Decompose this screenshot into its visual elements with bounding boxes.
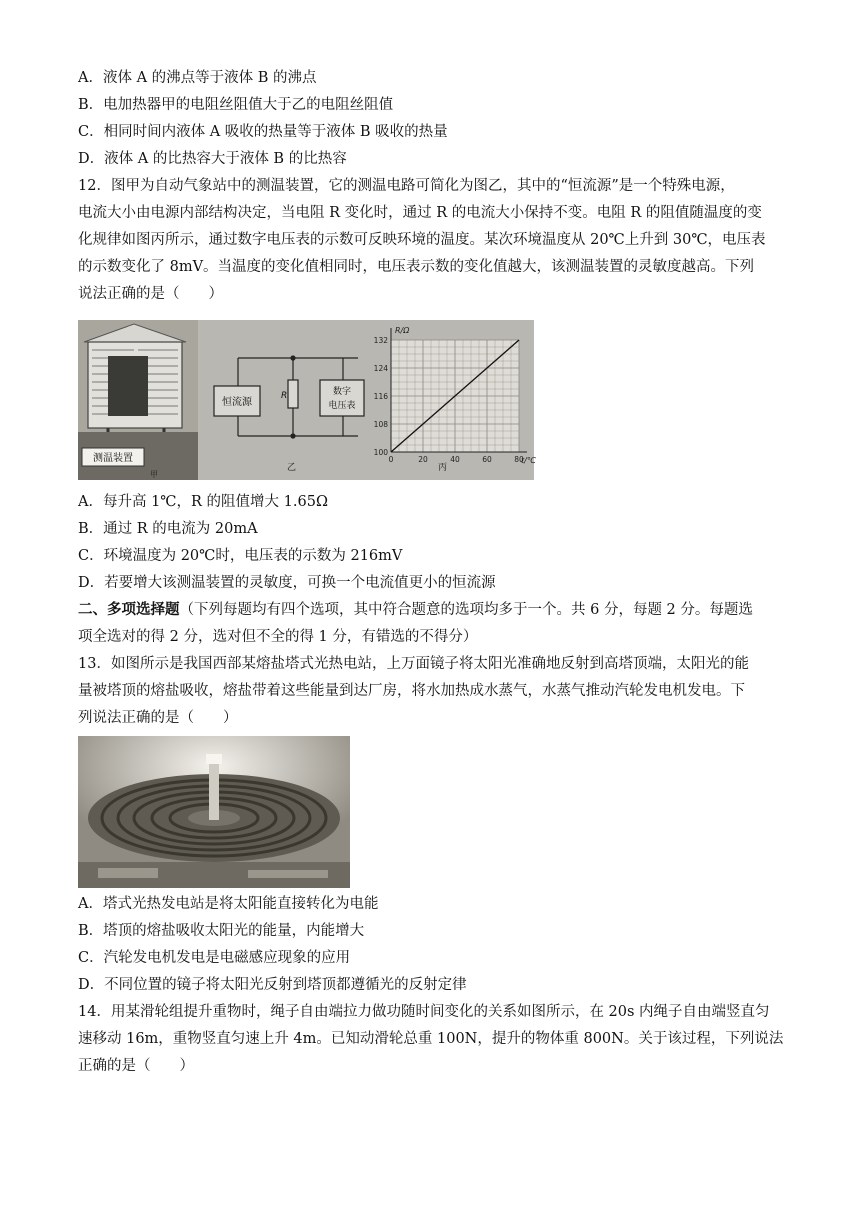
q13-option-d: D．不同位置的镜子将太阳光反射到塔顶都遵循光的反射定律 <box>78 977 467 993</box>
section-2-desc-line-2: 项全选对的得 2 分，选对但不全的得 1 分，有错选的不得分） <box>78 629 478 645</box>
q13-option-b: B．塔顶的熔盐吸收太阳光的能量，内能增大 <box>78 923 365 939</box>
section-2-header <box>78 600 753 620</box>
q12-stem-line-4: 的示数变化了 8mV。当温度的变化值相同时，电压表示数的变化值越大，该测温装置的灵敏度越高。下列 <box>78 259 755 275</box>
section-2-title: 二、多项选择题 <box>78 601 180 618</box>
chart-x-tick-label: 20 <box>418 455 428 464</box>
q13-stem-line-1: 13．如图所示是我国西部某熔盐塔式光热电站，上万面镜子将太阳光准确地反射到高塔顶端，太阳光的能 <box>78 656 749 672</box>
resistor-label: R <box>281 391 288 401</box>
q12-option-b: B．通过 R 的电流为 20mA <box>78 521 258 537</box>
q11-option-a: A．液体 A 的沸点等于液体 B 的沸点 <box>78 70 317 86</box>
q12-option-c: C．环境温度为 20℃时，电压表的示数为 216mV <box>78 548 403 564</box>
q13-stem-line-2: 量被塔顶的熔盐吸收，熔盐带着这些能量到达厂房，将水加热成水蒸气，水蒸气推动汽轮发电机发电。下 <box>78 683 745 699</box>
chart-y-tick-label: 108 <box>373 420 388 429</box>
q12-figure-svg <box>78 320 534 480</box>
q11-option-b: B．电加热器甲的电阻丝阻值大于乙的电阻丝阻值 <box>78 97 394 113</box>
current-source-label: 恒流源 <box>222 397 252 408</box>
q13-option-a: A．塔式光热发电站是将太阳能直接转化为电能 <box>78 896 379 912</box>
chart-x-tick-label: 60 <box>482 455 492 464</box>
resistor-r <box>288 380 298 408</box>
q12-option-d: D．若要增大该测温装置的灵敏度，可换一个电流值更小的恒流源 <box>78 575 496 591</box>
q14-stem-line-3: 正确的是（ ） <box>78 1058 194 1074</box>
label-yi: 乙 <box>287 463 297 473</box>
weather-station-photo <box>78 320 198 480</box>
q14-stem-line-2: 速移动 16m，重物竖直匀速上升 4m。已知动滑轮总重 100N，提升的物体重 800N。关于该过程，下列说法 <box>78 1031 784 1047</box>
chart-x-tick-label: 0 <box>388 455 394 464</box>
resistance-temperature-chart <box>374 326 537 465</box>
q12-stem-line-3: 化规律如图丙所示，通过数字电压表的示数可反映环境的温度。某次环境温度从 20℃上升到 30℃，电压表 <box>78 232 766 248</box>
photo-label: 测温装置 <box>93 453 133 464</box>
chart-y-tick-label: 124 <box>373 364 388 373</box>
solar-tower-photo <box>78 736 350 888</box>
chart-y-tick-label: 100 <box>373 448 388 457</box>
q11-option-d: D．液体 A 的比热容大于液体 B 的比热容 <box>78 151 347 167</box>
q12-stem-line-2: 电流大小由电源内部结构决定，当电阻 R 变化时，通过 R 的电流大小保持不变。电阻 R 的阻值随温度的变 <box>78 205 762 221</box>
q13-option-c: C．汽轮发电机发电是电磁感应现象的应用 <box>78 950 351 966</box>
q12-stem-line-5: 说法正确的是（ ） <box>78 286 223 302</box>
q12-figure <box>78 320 534 480</box>
voltmeter-label-1: 数字 <box>332 387 352 397</box>
label-bing: 丙 <box>438 463 448 473</box>
label-jia: 甲 <box>150 470 158 479</box>
q14-stem-line-1: 14．用某滑轮组提升重物时，绳子自由端拉力做功随时间变化的关系如图所示，在 20s 内绳子自由端竖直匀 <box>78 1004 770 1020</box>
q12-option-a: A．每升高 1℃，R 的阻值增大 1.65Ω <box>78 494 328 510</box>
chart-y-axis-label: R/Ω <box>395 326 410 335</box>
chart-x-axis-label: t/℃ <box>521 456 536 465</box>
chart-y-tick-label: 132 <box>373 336 388 345</box>
q13-stem-line-3: 列说法正确的是（ ） <box>78 710 238 726</box>
section-2-desc: （下列每题均有四个选项，其中符合题意的选项均多于一个。共 6 分，每题 2 分。每题选 <box>179 602 753 618</box>
q12-stem-line-1: 12．图甲为自动气象站中的测温装置，它的测温电路可简化为图乙，其中的“恒流源”是一个特殊电源， <box>78 178 735 194</box>
chart-x-tick-label: 40 <box>450 455 460 464</box>
chart-y-tick-label: 116 <box>373 392 388 401</box>
voltmeter-label-2: 电压表 <box>328 401 356 411</box>
chart-x-tick-label: 80 <box>514 455 524 464</box>
solar-tower <box>209 760 219 820</box>
q11-option-c: C．相同时间内液体 A 吸收的热量等于液体 B 吸收的热量 <box>78 124 448 140</box>
